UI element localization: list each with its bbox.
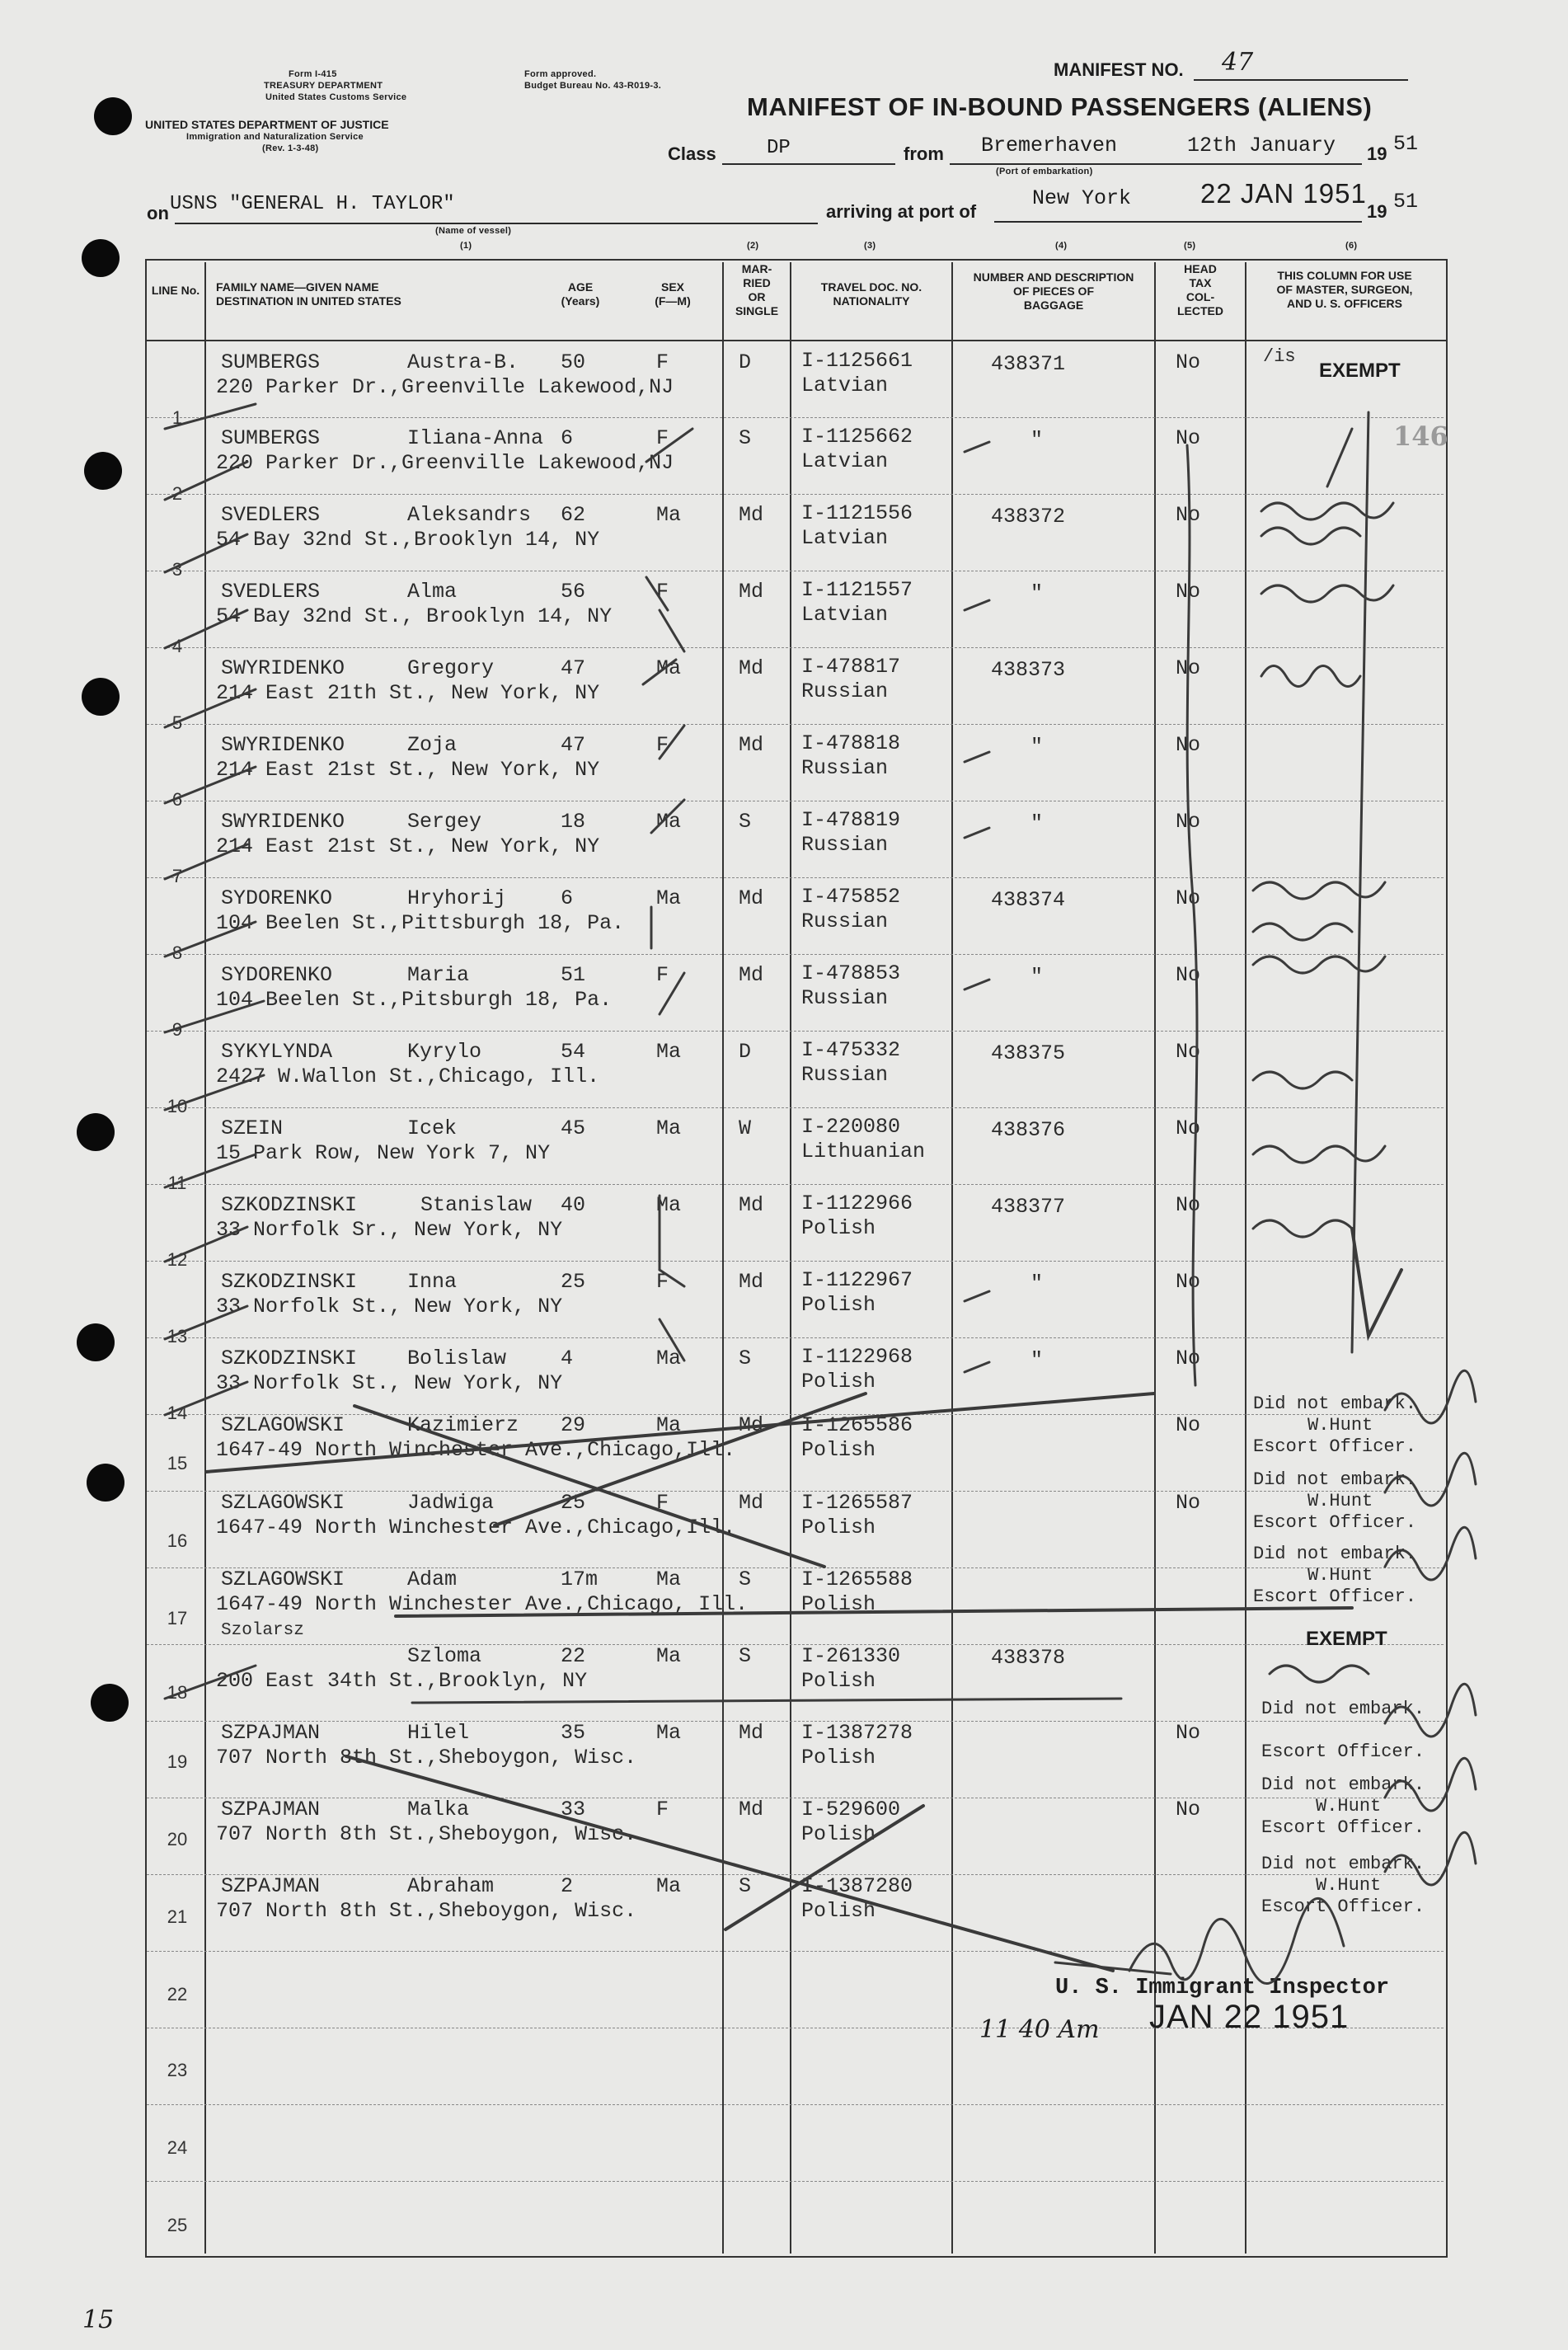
col-header-married: MAR- RIED OR SINGLE — [735, 262, 779, 317]
line-number: 23 — [167, 2060, 188, 2080]
sex: Ma — [656, 1721, 682, 1745]
head-tax: No — [1176, 1721, 1201, 1745]
line-number: 6 — [171, 789, 183, 810]
marital-status: Md — [739, 963, 764, 987]
baggage: " — [1030, 735, 1044, 759]
age: 62 — [561, 503, 586, 527]
family-name: SZLAGOWSKI — [221, 1567, 345, 1591]
travel-doc: I-478819 — [801, 808, 901, 832]
given-name: Icek — [407, 1116, 458, 1140]
officer-note: Did not embark. W.Hunt Escort Officer. — [1261, 1854, 1425, 1917]
line-number: 11 — [167, 1173, 187, 1193]
sex: Ma — [656, 1116, 682, 1140]
nationality: Polish — [801, 1370, 876, 1394]
age: 29 — [561, 1413, 586, 1437]
nationality: Russian — [801, 833, 889, 857]
head-tax: No — [1176, 1270, 1201, 1294]
marital-status: D — [739, 350, 752, 374]
travel-doc: I-1387280 — [801, 1874, 913, 1898]
age: 33 — [561, 1798, 586, 1821]
nationality: Polish — [801, 1822, 876, 1846]
class-label: Class — [668, 143, 716, 164]
given-name: Iliana-Anna — [407, 426, 544, 450]
sex: F — [656, 1491, 669, 1515]
age: 4 — [561, 1347, 574, 1370]
head-tax: No — [1176, 1193, 1201, 1217]
nationality: Latvian — [801, 526, 889, 550]
travel-doc: I-1125662 — [801, 425, 913, 449]
age: 35 — [561, 1721, 586, 1745]
sex: Ma — [656, 656, 682, 680]
sex: F — [656, 350, 669, 374]
year-prefix: 19 — [1367, 143, 1387, 164]
officer-note: Did not embark. W.Hunt Escort Officer. — [1261, 1774, 1425, 1838]
line-number: 21 — [167, 1906, 188, 1927]
line-number: 13 — [167, 1326, 188, 1347]
baggage: 438374 — [991, 888, 1066, 912]
marital-status: Md — [739, 733, 764, 757]
baggage: " — [1030, 811, 1044, 835]
line-number: 12 — [167, 1249, 188, 1270]
nationality: Lithuanian — [801, 1140, 926, 1163]
travel-doc: I-478818 — [801, 731, 901, 755]
line-number: 4 — [171, 636, 183, 656]
budget-label: Budget Bureau No. 43-R019-3. — [524, 81, 662, 91]
marital-status: S — [739, 1347, 752, 1370]
travel-doc: I-1121557 — [801, 578, 913, 602]
baggage: 438377 — [991, 1195, 1066, 1219]
given-name: Abraham — [407, 1874, 495, 1898]
col-header-name: FAMILY NAME—GIVEN NAME DESTINATION IN UNITED STATES — [216, 280, 401, 308]
exempt-stamp: EXEMPT — [1319, 360, 1401, 382]
year2-value: 51 — [1393, 190, 1419, 214]
nationality: Russian — [801, 679, 889, 703]
head-tax: No — [1176, 886, 1201, 910]
travel-doc: I-1125661 — [801, 349, 913, 373]
class-value: DP — [767, 137, 791, 159]
destination: 707 North 8th St.,Sheboygon, Wisc. — [216, 1899, 637, 1923]
rev-label: (Rev. 1-3-48) — [262, 143, 319, 153]
sex: F — [656, 733, 669, 757]
destination: 220 Parker Dr.,Greenville Lakewood,NJ — [216, 375, 674, 399]
date-value: 12th January — [1187, 134, 1336, 157]
head-tax: No — [1176, 656, 1201, 680]
nationality: Polish — [801, 1669, 876, 1693]
sex: Ma — [656, 503, 682, 527]
marital-status: Md — [739, 1721, 764, 1745]
given-name: Hryhorij — [407, 886, 507, 910]
head-tax: No — [1176, 503, 1201, 527]
line-number: 10 — [167, 1096, 188, 1116]
given-name: Inna — [407, 1270, 458, 1294]
marital-status: Md — [739, 1193, 764, 1217]
line-number: 19 — [167, 1751, 188, 1772]
given-name: Malka — [407, 1798, 470, 1821]
col-header-sex: SEX (F—M) — [655, 280, 691, 308]
from-value: Bremerhaven — [981, 134, 1118, 157]
head-tax: No — [1176, 350, 1201, 374]
head-tax: No — [1176, 1413, 1201, 1437]
marital-status: Md — [739, 1491, 764, 1515]
col-header-travel: TRAVEL DOC. NO. NATIONALITY — [820, 280, 922, 308]
col-header-baggage: NUMBER AND DESCRIPTION OF PIECES OF BAGGAGE — [973, 270, 1134, 312]
nationality: Polish — [801, 1293, 876, 1317]
officer-note: Did not embark. W.Hunt Escort Officer. — [1253, 1544, 1417, 1607]
sex: Ma — [656, 1193, 682, 1217]
destination: 15 Park Row, New York 7, NY — [216, 1141, 551, 1165]
age: 2 — [561, 1874, 574, 1898]
marital-status: S — [739, 1874, 752, 1898]
page-title: MANIFEST OF IN-BOUND PASSENGERS (ALIENS) — [747, 92, 1373, 121]
sex: F — [656, 1798, 669, 1821]
col-header-line: LINE No. — [151, 284, 200, 297]
sex: F — [656, 426, 669, 450]
given-name: Kyrylo — [407, 1040, 482, 1064]
col-header-age: AGE (Years) — [561, 280, 600, 308]
inspector-label: U. S. Immigrant Inspector — [1055, 1976, 1390, 2000]
head-tax: No — [1176, 1040, 1201, 1064]
marital-status: Md — [739, 503, 764, 527]
age: 18 — [561, 810, 586, 834]
given-name: Sergey — [407, 810, 482, 834]
given-name: Zoja — [407, 733, 458, 757]
age: 6 — [561, 886, 574, 910]
col-header-headtax: HEAD TAX COL- LECTED — [1177, 262, 1223, 317]
page-stamp-146: 146 — [1393, 421, 1448, 452]
family-name: SYDORENKO — [221, 886, 333, 910]
baggage: 438373 — [991, 658, 1066, 682]
destination: 1647-49 North Winchester Ave.,Chicago,Ill. — [216, 1516, 736, 1539]
travel-doc: I-475332 — [801, 1038, 901, 1062]
baggage: " — [1030, 965, 1044, 989]
vessel-label: (Name of vessel) — [435, 226, 512, 236]
marital-status: Md — [739, 1798, 764, 1821]
travel-doc: I-529600 — [801, 1798, 901, 1821]
family-name: SWYRIDENKO — [221, 656, 345, 680]
family-name: SZLAGOWSKI — [221, 1491, 345, 1515]
age: 56 — [561, 580, 586, 604]
destination: 33 Norfolk St., New York, NY — [216, 1371, 563, 1395]
vessel-name: USNS "GENERAL H. TAYLOR" — [170, 193, 455, 215]
age: 25 — [561, 1270, 586, 1294]
line-number: 16 — [167, 1530, 188, 1551]
travel-doc: I-1122966 — [801, 1191, 913, 1215]
age: 25 — [561, 1491, 586, 1515]
travel-doc: I-1122967 — [801, 1268, 913, 1292]
destination: 54 Bay 32nd St.,Brooklyn 14, NY — [216, 528, 600, 552]
on-label: on — [147, 203, 169, 223]
arriving-port: New York — [1032, 186, 1132, 210]
line-number: 17 — [167, 1608, 188, 1629]
baggage: " — [1030, 428, 1044, 452]
destination: 104 Beelen St.,Pittsburgh 18, Pa. — [216, 911, 625, 935]
family-name: SZPAJMAN — [221, 1874, 321, 1898]
manifest-no-label: MANIFEST NO. — [1054, 59, 1184, 80]
given-name: Kazimierz — [407, 1413, 519, 1437]
officer-note: Did not embark. W.Hunt Escort Officer. — [1253, 1394, 1417, 1457]
form-number: Form I-415 — [289, 69, 337, 79]
baggage: 438375 — [991, 1041, 1066, 1065]
line-number: 1 — [171, 407, 183, 428]
line-number: 7 — [171, 866, 183, 886]
sex: Ma — [656, 1347, 682, 1370]
destination: 214 East 21th St., New York, NY — [216, 681, 600, 705]
col-number: (2) — [747, 241, 759, 251]
family-name: SVEDLERS — [221, 580, 321, 604]
nationality: Latvian — [801, 603, 889, 627]
head-tax: No — [1176, 1491, 1201, 1515]
line-number: 9 — [171, 1019, 183, 1040]
given-name: Gregory — [407, 656, 495, 680]
col-number: (5) — [1184, 241, 1196, 251]
given-name: Jadwiga — [407, 1491, 495, 1515]
ins-label: Immigration and Naturalization Service — [186, 132, 364, 142]
family-name: SZKODZINSKI — [221, 1193, 358, 1217]
destination: 2427 W.Wallon St.,Chicago, Ill. — [216, 1065, 600, 1088]
family-name: SZLAGOWSKI — [221, 1413, 345, 1437]
nationality: Polish — [801, 1516, 876, 1539]
destination: 1647-49 North Winchester Ave.,Chicago, Ill. — [216, 1592, 749, 1616]
baggage: 438378 — [991, 1646, 1066, 1670]
family-name: SUMBERGS — [221, 350, 321, 374]
given-name: Hilel — [407, 1721, 470, 1745]
line-number: 22 — [167, 1984, 188, 2005]
family-name: SZKODZINSKI — [221, 1270, 358, 1294]
travel-doc: I-1122968 — [801, 1345, 913, 1369]
head-tax: No — [1176, 426, 1201, 450]
line-number: 14 — [167, 1403, 188, 1423]
line-number: 25 — [167, 2215, 188, 2235]
exempt-stamp: EXEMPT — [1306, 1628, 1387, 1650]
sex: F — [656, 580, 669, 604]
age: 40 — [561, 1193, 586, 1217]
destination: 707 North 8th St.,Sheboygon, Wisc. — [216, 1746, 637, 1770]
destination: 33 Norfolk St., New York, NY — [216, 1295, 563, 1318]
destination: 214 East 21st St., New York, NY — [216, 834, 600, 858]
arriving-label: arriving at port of — [826, 201, 977, 222]
family-name: SUMBERGS — [221, 426, 321, 450]
family-name: SVEDLERS — [221, 503, 321, 527]
family-name: SZKODZINSKI — [221, 1347, 358, 1370]
given-name: Alma — [407, 580, 458, 604]
nationality: Latvian — [801, 449, 889, 473]
time-note: 11 40 Am — [979, 2015, 1100, 2044]
year-value: 51 — [1393, 132, 1419, 156]
family-name: SYDORENKO — [221, 963, 333, 987]
family-name: SWYRIDENKO — [221, 810, 345, 834]
travel-doc: I-475852 — [801, 885, 901, 909]
sex: Ma — [656, 886, 682, 910]
customs-label: United States Customs Service — [265, 92, 407, 102]
destination: 707 North 8th St.,Sheboygon, Wisc. — [216, 1822, 637, 1846]
line-number: 3 — [171, 559, 183, 580]
col-header-officers: THIS COLUMN FOR USE OF MASTER, SURGEON, AND U. S. OFFICERS — [1276, 269, 1413, 310]
baggage: 438372 — [991, 505, 1066, 529]
head-tax: No — [1176, 580, 1201, 604]
marital-status: Md — [739, 1270, 764, 1294]
sex: Ma — [656, 810, 682, 834]
destination: 33 Norfolk Sr., New York, NY — [216, 1218, 563, 1242]
travel-doc: I-1387278 — [801, 1721, 913, 1745]
line-number: 2 — [171, 483, 183, 504]
travel-doc: I-261330 — [801, 1644, 901, 1668]
justice-label: UNITED STATES DEPARTMENT OF JUSTICE — [145, 118, 389, 131]
marital-status: S — [739, 426, 752, 450]
sex: F — [656, 1270, 669, 1294]
nationality: Russian — [801, 756, 889, 780]
travel-doc: I-1265588 — [801, 1567, 913, 1591]
age: 54 — [561, 1040, 586, 1064]
head-tax: No — [1176, 810, 1201, 834]
age: 17m — [561, 1567, 599, 1591]
manifest-no-value: 47 — [1222, 48, 1254, 77]
travel-doc: I-220080 — [801, 1115, 901, 1139]
col-number: (6) — [1345, 241, 1358, 251]
age: 51 — [561, 963, 586, 987]
officer-note: Did not embark. Escort Officer. — [1261, 1699, 1425, 1762]
travel-doc: I-1265586 — [801, 1413, 913, 1437]
sex: F — [656, 963, 669, 987]
marital-status: Md — [739, 656, 764, 680]
given-name: Bolislaw — [407, 1347, 507, 1370]
travel-doc: I-1265587 — [801, 1491, 913, 1515]
head-tax: No — [1176, 1347, 1201, 1370]
nationality: Russian — [801, 986, 889, 1010]
col-number: (1) — [460, 241, 472, 251]
travel-doc: I-1121556 — [801, 501, 913, 525]
sex: Ma — [656, 1040, 682, 1064]
nationality: Polish — [801, 1592, 876, 1616]
family-name: SZPAJMAN — [221, 1721, 321, 1745]
line-number: 15 — [167, 1453, 188, 1473]
nationality: Polish — [801, 1746, 876, 1770]
line-number: 5 — [171, 712, 183, 733]
nationality: Russian — [801, 1063, 889, 1087]
head-tax: No — [1176, 733, 1201, 757]
marital-status: Md — [739, 1413, 764, 1437]
marital-status: S — [739, 1644, 752, 1668]
destination: 220 Parker Dr.,Greenville Lakewood,NJ — [216, 451, 674, 475]
year2-prefix: 19 — [1367, 201, 1387, 222]
marital-status: Md — [739, 886, 764, 910]
marital-status: S — [739, 810, 752, 834]
sex: Ma — [656, 1644, 682, 1668]
baggage: " — [1030, 1271, 1044, 1295]
given-name: Stanislaw — [420, 1193, 533, 1217]
family-name: SWYRIDENKO — [221, 733, 345, 757]
nationality: Polish — [801, 1899, 876, 1923]
family-name: SYKYLYNDA — [221, 1040, 333, 1064]
line-number: 18 — [167, 1682, 188, 1703]
sex: Ma — [656, 1874, 682, 1898]
line-number: 20 — [167, 1829, 188, 1849]
destination: 104 Beelen St.,Pitsburgh 18, Pa. — [216, 988, 613, 1012]
treasury-label: TREASURY DEPARTMENT — [264, 81, 383, 91]
marital-status: S — [739, 1567, 752, 1591]
given-name: Szloma — [407, 1644, 482, 1668]
head-tax: No — [1176, 963, 1201, 987]
baggage: 438371 — [991, 352, 1066, 376]
destination: 214 East 21st St., New York, NY — [216, 758, 600, 782]
from-label: from — [904, 143, 944, 164]
marital-status: D — [739, 1040, 752, 1064]
family-name: Szolarsz — [221, 1621, 304, 1640]
officer-note: /is — [1263, 346, 1296, 367]
given-name: Austra-B. — [407, 350, 519, 374]
officer-note: Did not embark. W.Hunt Escort Officer. — [1253, 1469, 1417, 1533]
baggage: " — [1030, 581, 1044, 605]
given-name: Maria — [407, 963, 470, 987]
destination: 54 Bay 32nd St., Brooklyn 14, NY — [216, 604, 613, 628]
family-name: SZPAJMAN — [221, 1798, 321, 1821]
marital-status: W — [739, 1116, 752, 1140]
given-name: Adam — [407, 1567, 458, 1591]
col-number: (3) — [864, 241, 876, 251]
nationality: Latvian — [801, 374, 889, 397]
baggage: " — [1030, 1348, 1044, 1372]
nationality: Polish — [801, 1216, 876, 1240]
arrival-date-stamp: 22 JAN 1951 — [1200, 178, 1367, 209]
head-tax: No — [1176, 1798, 1201, 1821]
inspector-date-stamp: JAN 22 1951 — [1149, 1999, 1350, 2035]
col-number: (4) — [1055, 241, 1068, 251]
travel-doc: I-478853 — [801, 961, 901, 985]
sex: Ma — [656, 1413, 682, 1437]
given-name: Aleksandrs — [407, 503, 532, 527]
age: 6 — [561, 426, 574, 450]
sex: Ma — [656, 1567, 682, 1591]
age: 47 — [561, 656, 586, 680]
line-number: 24 — [167, 2137, 188, 2158]
nationality: Russian — [801, 909, 889, 933]
corner-mark: 15 — [82, 2305, 115, 2334]
destination: 1647-49 North Winchester Ave.,Chicago,Ill. — [216, 1438, 736, 1462]
line-number: 8 — [171, 942, 183, 963]
approved-label: Form approved. — [524, 69, 597, 79]
port-embarkation-label: (Port of embarkation) — [996, 167, 1093, 176]
age: 45 — [561, 1116, 586, 1140]
baggage: 438376 — [991, 1118, 1066, 1142]
family-name: SZEIN — [221, 1116, 284, 1140]
age: 50 — [561, 350, 586, 374]
head-tax: No — [1176, 1116, 1201, 1140]
destination: 200 East 34th St.,Brooklyn, NY — [216, 1669, 588, 1693]
marital-status: Md — [739, 580, 764, 604]
age: 47 — [561, 733, 586, 757]
age: 22 — [561, 1644, 586, 1668]
travel-doc: I-478817 — [801, 655, 901, 679]
nationality: Polish — [801, 1438, 876, 1462]
